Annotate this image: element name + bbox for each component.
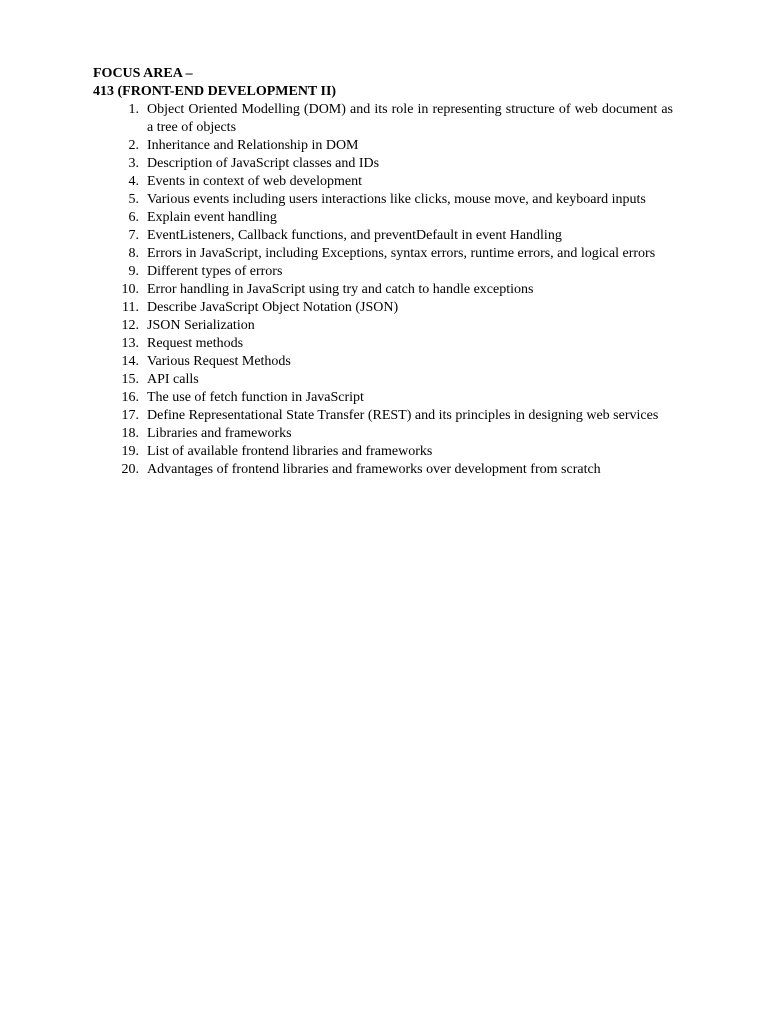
topic-number: 11. bbox=[122, 300, 139, 315]
topic-spacer bbox=[139, 209, 147, 227]
topic-number: 20. bbox=[121, 462, 139, 477]
topic-item bbox=[93, 407, 673, 425]
course-title-heading: 413 (FRONT-END DEVELOPMENT II) bbox=[93, 84, 337, 99]
topic-text: Different types of errors bbox=[147, 264, 283, 279]
topic-number: 12. bbox=[121, 318, 139, 333]
document-page bbox=[93, 65, 673, 479]
topic-item bbox=[93, 101, 673, 137]
topic-text: EventListeners, Callback functions, and preventDefault in event Handling bbox=[147, 228, 562, 243]
topic-spacer bbox=[139, 371, 147, 389]
topic-item bbox=[93, 299, 673, 317]
topic-item bbox=[93, 191, 673, 209]
topic-item bbox=[93, 227, 673, 245]
topic-item bbox=[93, 389, 673, 407]
topic-number: 8. bbox=[128, 246, 139, 261]
topic-number: 19. bbox=[121, 444, 139, 459]
topic-spacer bbox=[139, 227, 147, 245]
topic-spacer bbox=[139, 191, 147, 209]
topic-number: 13. bbox=[121, 336, 139, 351]
topic-spacer bbox=[139, 137, 147, 155]
topic-item bbox=[93, 173, 673, 191]
topic-text: JSON Serialization bbox=[147, 318, 255, 333]
topic-text: Events in context of web development bbox=[147, 174, 362, 189]
topic-number: 17. bbox=[121, 408, 139, 423]
topic-text: API calls bbox=[147, 372, 199, 387]
topic-spacer bbox=[139, 263, 147, 281]
topic-spacer bbox=[139, 317, 147, 335]
topic-spacer bbox=[139, 389, 147, 407]
topic-list bbox=[93, 101, 673, 479]
topic-text: Advantages of frontend libraries and frameworks over development from scratch bbox=[147, 462, 601, 477]
topic-text: Describe JavaScript Object Notation (JSON) bbox=[147, 300, 399, 315]
topic-text: Inheritance and Relationship in DOM bbox=[147, 138, 359, 153]
topic-text: Explain event handling bbox=[147, 210, 277, 225]
topic-number: 15. bbox=[121, 372, 139, 387]
topic-spacer bbox=[139, 443, 147, 461]
topic-text: Various Request Methods bbox=[147, 354, 291, 369]
topic-spacer bbox=[139, 173, 147, 191]
topic-item bbox=[93, 425, 673, 443]
topic-spacer bbox=[139, 281, 147, 299]
topic-number: 1. bbox=[128, 102, 139, 117]
topic-spacer bbox=[139, 155, 147, 173]
topic-number: 5. bbox=[128, 192, 139, 207]
topic-text: List of available frontend libraries and frameworks bbox=[147, 444, 433, 459]
topic-number: 2. bbox=[128, 138, 139, 153]
topic-text: Define Representational State Transfer (REST) and its principles in designing web services bbox=[147, 408, 659, 423]
topic-text: Request methods bbox=[147, 336, 244, 351]
topic-item bbox=[93, 371, 673, 389]
topic-number: 16. bbox=[121, 390, 139, 405]
topic-number: 4. bbox=[128, 174, 139, 189]
topic-item bbox=[93, 335, 673, 353]
topic-spacer bbox=[139, 335, 147, 353]
topic-number: 18. bbox=[121, 426, 139, 441]
topic-spacer bbox=[139, 245, 147, 263]
topic-item bbox=[93, 209, 673, 227]
topic-item bbox=[93, 137, 673, 155]
topic-spacer bbox=[139, 425, 147, 443]
topic-text: Description of JavaScript classes and IDs bbox=[147, 156, 380, 171]
focus-area-heading: FOCUS AREA – bbox=[93, 66, 193, 81]
topic-text: Libraries and frameworks bbox=[147, 426, 292, 441]
topic-number: 7. bbox=[128, 228, 139, 243]
topic-item bbox=[93, 443, 673, 461]
topic-item bbox=[93, 245, 673, 263]
topic-text: Various events including users interactions like clicks, mouse move, and keyboard inputs bbox=[147, 192, 646, 207]
topic-spacer bbox=[139, 353, 147, 371]
topic-number: 10. bbox=[121, 282, 139, 297]
topic-text: Error handling in JavaScript using try and catch to handle exceptions bbox=[147, 282, 534, 297]
topic-spacer bbox=[139, 461, 147, 479]
topic-number: 3. bbox=[128, 156, 139, 171]
topic-item bbox=[93, 317, 673, 335]
topic-text: Object Oriented Modelling (DOM) and its role in representing structure of web document as a tree of objects bbox=[147, 102, 673, 135]
topic-number: 9. bbox=[128, 264, 139, 279]
topic-item bbox=[93, 155, 673, 173]
topic-item bbox=[93, 353, 673, 371]
topic-item bbox=[93, 461, 673, 479]
topic-number: 6. bbox=[128, 210, 139, 225]
topic-spacer bbox=[139, 407, 147, 425]
topic-item bbox=[93, 281, 673, 299]
topic-spacer bbox=[139, 299, 147, 317]
topic-item bbox=[93, 263, 673, 281]
topic-spacer bbox=[139, 101, 147, 137]
topic-text: Errors in JavaScript, including Exceptions, syntax errors, runtime errors, and logical errors bbox=[147, 246, 656, 261]
topic-text: The use of fetch function in JavaScript bbox=[147, 390, 364, 405]
topic-number: 14. bbox=[121, 354, 139, 369]
